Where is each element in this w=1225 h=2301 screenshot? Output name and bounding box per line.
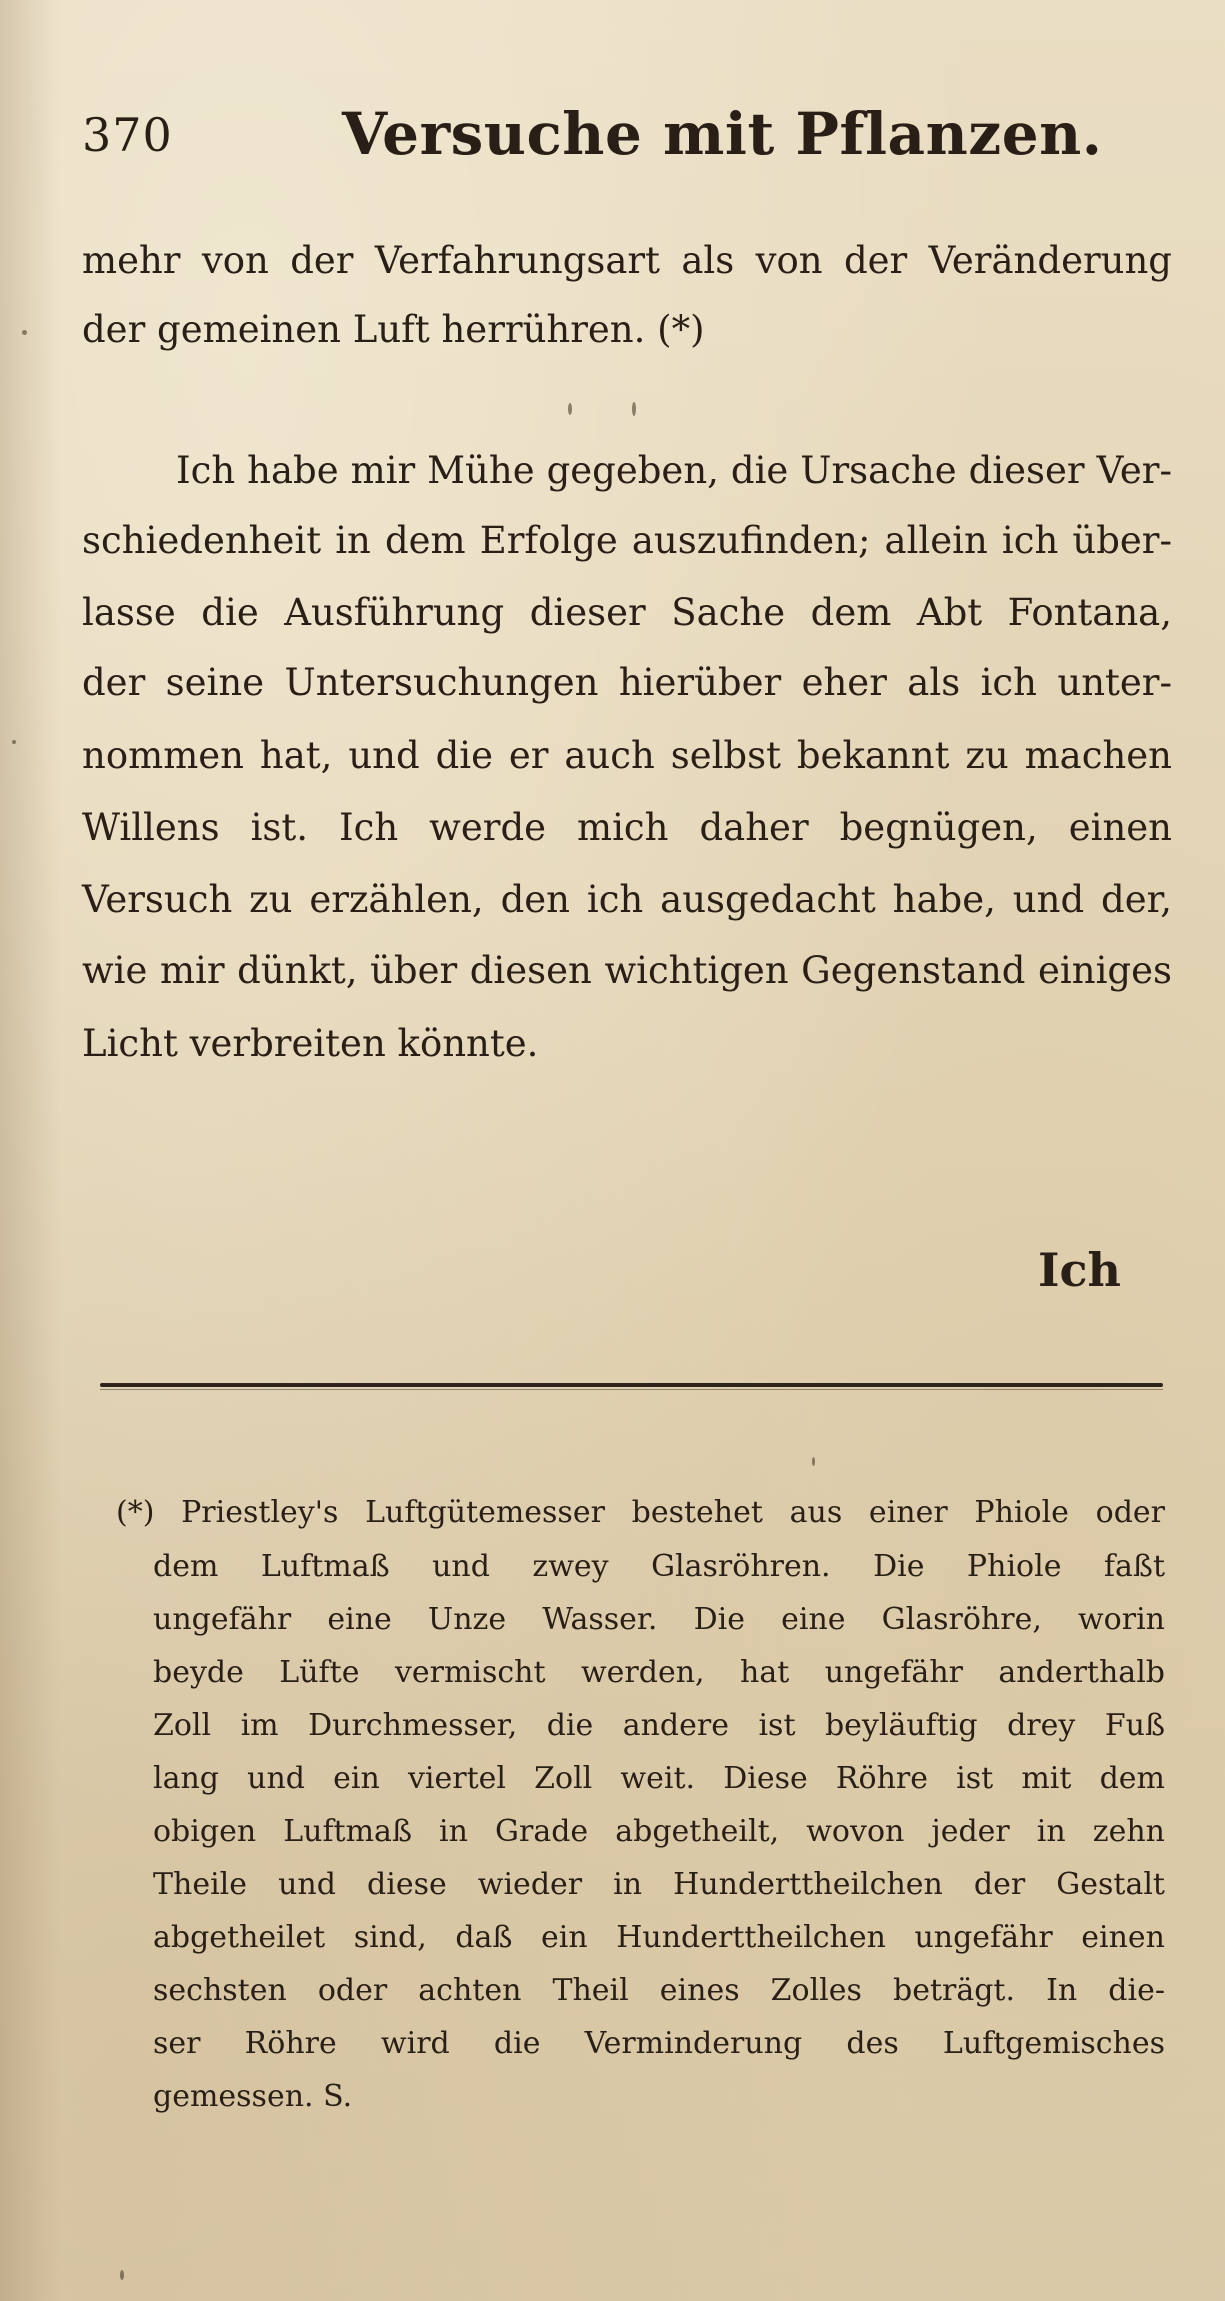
- paper-speck: [568, 403, 572, 415]
- text-line: wie mir dünkt, über diesen wichtigen Gegenstand einiges: [82, 949, 1172, 992]
- footnote-line: Theile und diese wieder in Hunderttheilchen der Gestalt: [153, 1867, 1165, 1902]
- footnote-line: obigen Luftmaß in Grade abgetheilt, wovon jeder in zehn: [153, 1814, 1165, 1849]
- running-head: Versuche mit Pflanzen.: [342, 100, 1103, 168]
- paper-speck: [120, 2270, 124, 2280]
- text-line: Ich habe mir Mühe gegeben, die Ursache dieser Ver-: [176, 449, 1172, 492]
- text-line: Willens ist. Ich werde mich daher begnügen, einen: [82, 806, 1172, 849]
- text-line: mehr von der Verfahrungsart als von der Veränderung: [82, 239, 1172, 282]
- footnote-line: beyde Lüfte vermischt werden, hat ungefähr anderthalb: [153, 1655, 1165, 1690]
- paper-speck: [632, 402, 636, 416]
- text-line: nommen hat, und die er auch selbst bekannt zu machen: [82, 734, 1172, 777]
- footnote-line: ungefähr eine Unze Wasser. Die eine Glasröhre, worin: [153, 1602, 1165, 1637]
- catchword: Ich: [1038, 1243, 1121, 1297]
- footnote-line: abgetheilet sind, daß ein Hunderttheilchen ungefähr einen: [153, 1920, 1165, 1955]
- text-line: der seine Untersuchungen hierüber eher als ich unter-: [82, 661, 1172, 704]
- paper-speck: [812, 1457, 815, 1466]
- text-line: der gemeinen Luft herrühren. (*): [82, 308, 705, 351]
- footnote-line: dem Luftmaß und zwey Glasröhren. Die Phiole faßt: [153, 1549, 1165, 1584]
- footnote-line: sechsten oder achten Theil eines Zolles beträgt. In die-: [153, 1973, 1165, 2008]
- text-line: lasse die Ausführung dieser Sache dem Abt Fontana,: [82, 591, 1172, 634]
- footnote-rule: [100, 1383, 1163, 1387]
- footnote-line: ser Röhre wird die Verminderung des Luftgemisches: [153, 2026, 1165, 2061]
- text-line: schiedenheit in dem Erfolge auszufinden; allein ich über-: [82, 519, 1172, 562]
- text-line: Licht verbreiten könnte.: [82, 1022, 539, 1065]
- footnote-rule-shadow: [100, 1389, 1163, 1390]
- paper-speck: [22, 330, 27, 335]
- footnote-line: (*) Priestley's Luftgütemesser bestehet aus einer Phiole oder: [116, 1495, 1165, 1530]
- page-gutter-shadow: [0, 0, 60, 2301]
- footnote-line: gemessen. S.: [153, 2079, 353, 2114]
- page-header: [82, 100, 1142, 168]
- page-number: 370: [82, 108, 173, 162]
- text-line: Versuch zu erzählen, den ich ausgedacht habe, und der,: [82, 878, 1172, 921]
- paper-speck: [12, 740, 16, 744]
- footnote-line: lang und ein viertel Zoll weit. Diese Röhre ist mit dem: [153, 1761, 1165, 1796]
- footnote-line: Zoll im Durchmesser, die andere ist beyläuftig drey Fuß: [153, 1708, 1165, 1743]
